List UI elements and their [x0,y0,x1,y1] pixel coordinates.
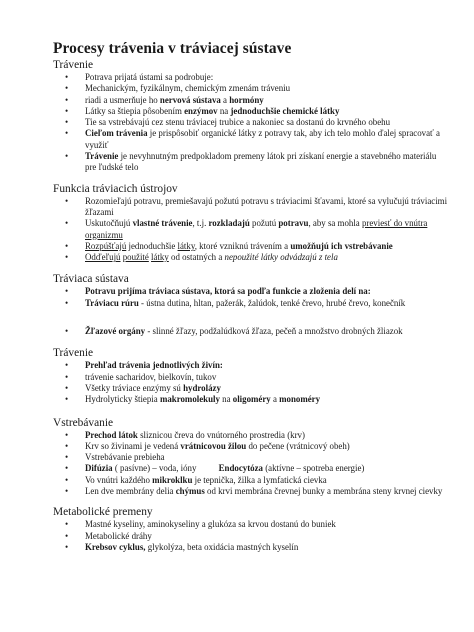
section-heading-metabolicke-premeny: Metabolické premeny [53,506,153,519]
section-heading-traviaca-sustava: Tráviaca sústava [53,273,129,286]
list-traviaca-sustava [53,286,448,309]
list-travenie-2 [53,360,448,405]
section-heading-funkcia: Funkcia tráviacich ústrojov [53,182,178,195]
list-item: • Odďeľujú použité látky od ostatných a nepoužité látky odvádzajú z tela [53,252,448,263]
list-item: • Vstrebávanie prebieha [53,452,448,463]
list-item: • Hydrolyticky štiepia makromolekuly na oligoméry a monoméry [53,394,448,405]
list-item: • Tie sa vstrebávajú cez stenu tráviacej trubice a nakoniec sa dostanú do krvného obehu [53,117,448,128]
document-page [53,40,448,553]
list-item: • Uskutočňujú vlastné trávenie, t.j. rozkladajú požutú potravu, aby sa mohla previesť do vnútra organizmu [53,218,448,241]
list-item: • Rozpúšťajú jednoduchšie látky, ktoré vzniknú trávením a umožňujú ich vstrebávanie [53,241,448,252]
list-item: • Vo vnútri každého mikroklku je tepnička, žilka a lymfatická cievka [53,475,448,486]
list-item: • Prehľad trávenia jednotlivých živín: [53,360,448,371]
list-item: • Prechod látok sliznicou čreva do vnútorného prostredia (krv) [53,430,448,441]
list-item: • Difúzia ( pasívne) – voda, ióny Endocytóza (aktívne – spotreba energie) [53,463,448,474]
section-heading-vstrebavanie: Vstrebávanie [53,416,114,429]
list-travenie [53,72,448,174]
blank-line [53,309,448,326]
list-zlazove-organy [53,326,448,337]
list-item: • Len dve membrány delia chýmus od krvi membrána črevnej bunky a membrána steny krvnej cievky [53,486,448,497]
section-heading-travenie: Trávenie [53,59,94,71]
list-item: • Všetky tráviace enzýmy sú hydrolázy [53,383,448,394]
list-item: • Krebsov cyklus, glykolýza, beta oxidácia mastných kyselín [53,542,448,553]
list-item: • Mastné kyseliny, aminokyseliny a glukóza sa krvou dostanú do buniek [53,519,448,530]
list-metabolicke-premeny [53,519,448,553]
list-item: • trávenie sacharidov, bielkovín, tukov [53,372,448,383]
list-vstrebavanie [53,430,448,498]
list-item: • riadi a usmerňuje ho nervová sústava a hormóny [53,95,448,106]
document-title: Procesy trávenia v tráviacej sústave [53,40,292,57]
list-item: • Krv so živinami je vedená vrátnicovou žilou do pečene (vrátnicový obeh) [53,441,448,452]
list-item: • Potravu prijíma tráviaca sústava, ktorá sa podľa funkcie a zloženia delí na: [53,286,448,297]
list-item: • Tráviacu rúru - ústna dutina, hltan, pažerák, žalúdok, tenké črevo, hrubé črevo, konečník [53,298,448,309]
list-item: • Trávenie je nevyhnutným predpokladom premeny látok pri získaní energie a stavebného materiálu pre ľudské telo [53,151,448,174]
list-item: • Potrava prijatá ústami sa podrobuje: [53,72,448,83]
list-item: • Cieľom trávenia je prispôsobiť organické látky z potravy tak, aby ich telo mohlo ďalej spracovať a využiť [53,128,448,151]
list-item: • Mechanickým, fyzikálnym, chemickým zmenám tráveniu [53,83,448,94]
list-item: • Rozomieľajú potravu, premiešavajú požutú potravu s tráviacimi šťavami, ktoré sa vylučujú tráviacimi žľazami [53,196,448,219]
list-funkcia [53,196,448,264]
list-item: • Žľazové orgány - slinné žľazy, podžalúdková žľaza, pečeň a množstvo drobných žliazok [53,326,448,337]
section-heading-travenie-2: Trávenie [53,347,94,360]
list-item: • Látky sa štiepia pôsobením enzýmov na jednoduchšie chemické látky [53,106,448,117]
list-item: • Metabolické dráhy [53,531,448,542]
